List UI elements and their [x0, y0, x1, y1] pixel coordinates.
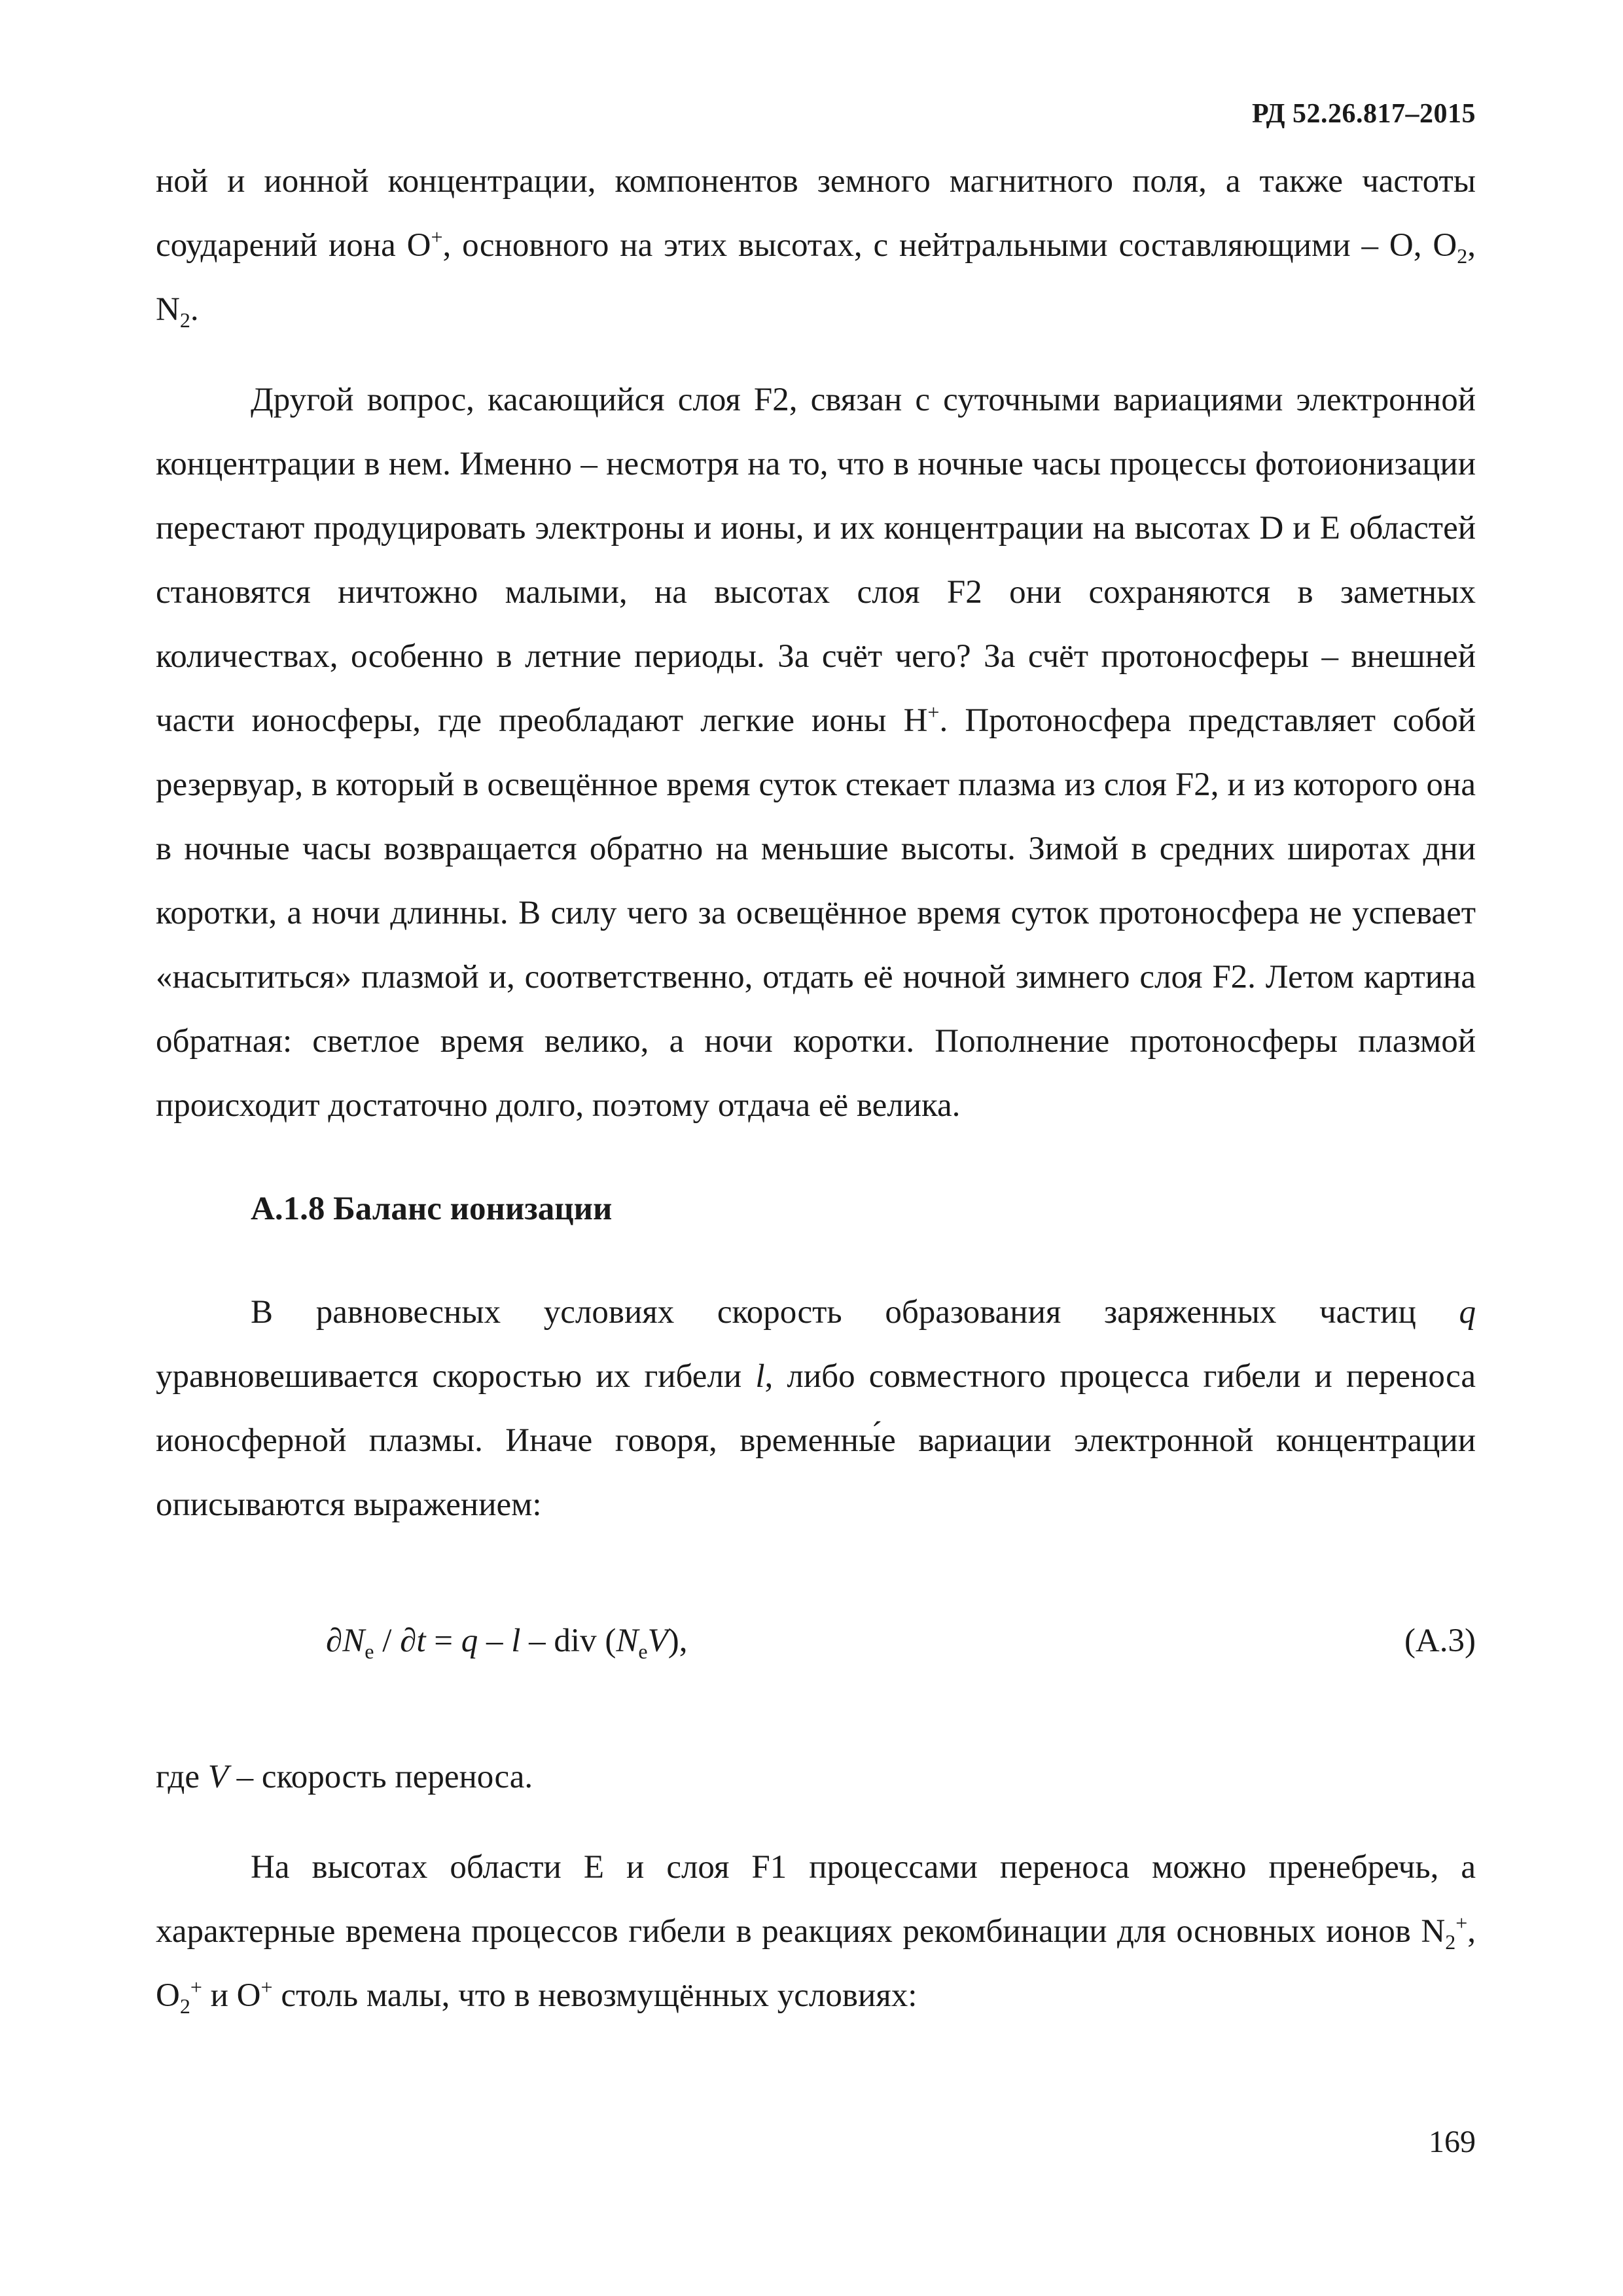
text-run: , N: [156, 227, 1476, 328]
subscript: 2: [179, 1994, 190, 2018]
paragraph-4: [156, 1745, 1476, 1809]
italic-symbol: N: [616, 1623, 639, 1659]
italic-symbol: N: [342, 1623, 365, 1659]
partial-symbol: ∂: [326, 1623, 343, 1659]
subscript: 2: [1445, 1930, 1456, 1954]
italic-symbol: V: [647, 1623, 668, 1659]
text-run: В равновесных условиях скорость образования заряженных частиц: [251, 1294, 1459, 1331]
subscript: e: [638, 1640, 648, 1664]
text-run: =: [425, 1623, 461, 1659]
subscript: 2: [1457, 244, 1468, 268]
subscript: 2: [179, 308, 190, 332]
text-run: столь малы, что в невозмущённых условиях:: [272, 1977, 918, 2014]
text-run: На высотах области E и слоя F1 процессами переноса можно пренебречь, а характерные времена процессов гибели в реакциях рекомбинации для основных ионов N: [156, 1849, 1476, 1950]
paragraph-1: [156, 149, 1476, 342]
text-run: ),: [668, 1623, 688, 1659]
paragraph-5: [156, 1835, 1476, 2028]
text-run: , основного на этих высотах, с нейтральными составляющими – O, O: [442, 227, 1457, 264]
equation-row: [156, 1609, 1476, 1673]
superscript: +: [190, 1975, 202, 1999]
equation-number: (А.3): [1404, 1623, 1476, 1659]
superscript: +: [1455, 1911, 1468, 1935]
text-run: .: [190, 291, 199, 328]
superscript: +: [431, 225, 443, 249]
page-body: [156, 149, 1476, 2028]
subscript: e: [365, 1640, 374, 1664]
section-heading: А.1.8 Баланс ионизации: [251, 1191, 613, 1227]
text-run: / ∂: [374, 1623, 417, 1659]
paragraph-2: [156, 368, 1476, 1138]
text-run: Другой вопрос, касающийся слоя F2, связан с суточными вариациями электронной концентрации в нем. Именно – несмотря на то, что в ночные часы процессы фотоионизации перестают продуцировать электроны и ионы, и их концентрации на высотах D и E областей становятся ничтожно малыми, на высотах слоя F2 они сохраняются в заметных количествах, особенно в летние периоды. За счёт чего? За счёт протоносферы – внешней части ионосферы, где преобладают легкие ионы H: [156, 382, 1476, 739]
text-run: где: [156, 1759, 208, 1795]
page-number: 169: [1429, 2125, 1476, 2159]
paragraph-3: [156, 1280, 1476, 1537]
italic-symbol: l: [511, 1623, 521, 1659]
document-code: РД 52.26.817–2015: [1251, 99, 1476, 129]
italic-symbol: q: [461, 1623, 478, 1659]
text-run: , либо совместного процесса гибели и переноса ионосферной плазмы. Иначе говоря, временны́е вариации электронной концентрации описываются выражением:: [156, 1358, 1476, 1523]
superscript: +: [927, 700, 940, 724]
text-run: уравновешивается скоростью их гибели: [156, 1358, 756, 1395]
text-run: –: [478, 1623, 512, 1659]
text-run: – скорость переноса.: [228, 1759, 533, 1795]
italic-symbol: q: [1459, 1294, 1476, 1331]
text-run: – div (: [520, 1623, 616, 1659]
italic-symbol: t: [416, 1623, 426, 1659]
equation: [326, 1609, 687, 1673]
italic-symbol: V: [207, 1759, 228, 1795]
text-run: и O: [202, 1977, 261, 2014]
superscript: +: [260, 1975, 273, 1999]
text-run: . Протоносфера представляет собой резервуар, в который в освещённое время суток стекает плазма из слоя F2, и из которого она в ночные часы возвращается обратно на меньшие высоты. Зимой в средних широтах дни коротки, а ночи длинны. В силу чего за освещённое время суток протоносфера не успевает «насытиться» плазмой и, соответственно, отдать её ночной зимнего слоя F2. Летом картина обратная: светлое время велико, а ночи коротки. Пополнение протоносферы плазмой происходит достаточно долго, поэтому отдача её велика.: [156, 702, 1476, 1124]
italic-symbol: l: [755, 1358, 765, 1395]
text-run: ной и ионной концентрации, компонентов земного магнитного поля, а также частоты соударений иона O: [156, 163, 1476, 264]
text-run: , O: [156, 1913, 1476, 2014]
